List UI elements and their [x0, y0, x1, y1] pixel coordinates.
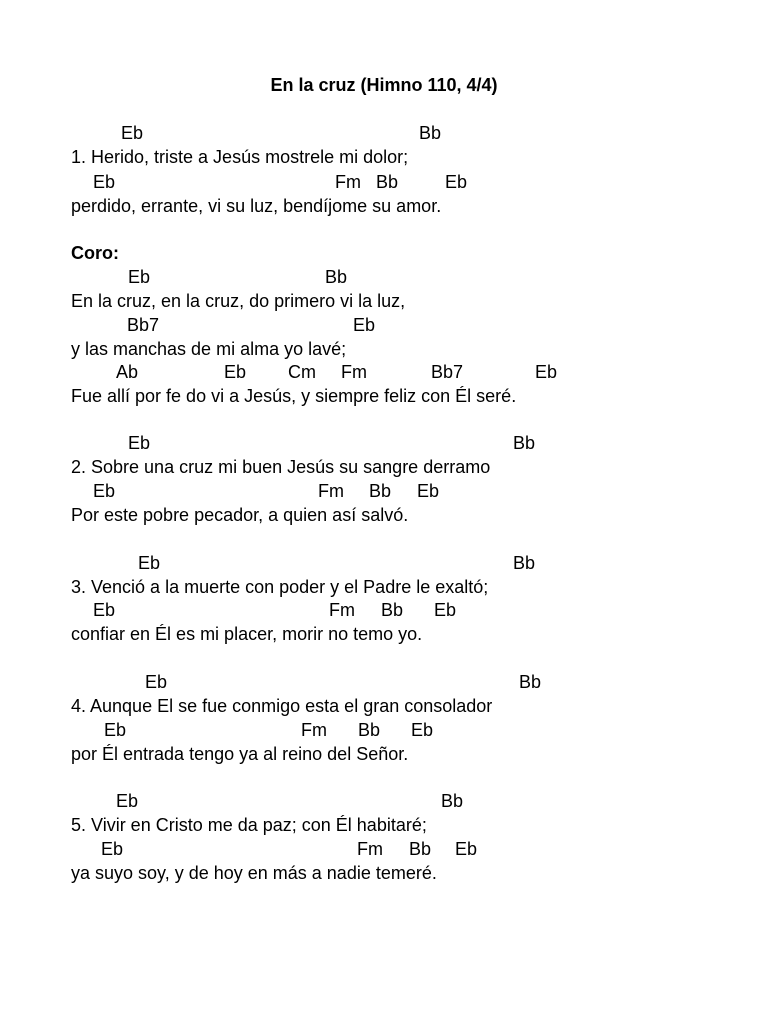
lyric-line: 2. Sobre una cruz mi buen Jesús su sangre derramo [71, 457, 491, 477]
lyric-line: 3. Venció a la muerte con poder y el Padre le exaltó; [71, 577, 489, 597]
chord: Fm [329, 600, 355, 620]
chord: Eb [93, 600, 116, 620]
chord: Ab [116, 362, 139, 382]
chord: Bb [441, 791, 464, 811]
lyric-line: 1. Herido, triste a Jesús mostrele mi dolor; [71, 147, 409, 167]
chord: Eb [445, 172, 468, 192]
chord: Eb [93, 481, 116, 501]
lyric-line: ya suyo soy, y de hoy en más a nadie temeré. [71, 863, 437, 883]
lyric-line: perdido, errante, vi su luz, bendíjome su amor. [71, 196, 442, 216]
chord: Bb [419, 123, 442, 143]
chord: Eb [455, 839, 478, 859]
chord: Eb [417, 481, 440, 501]
chord: Fm [357, 839, 383, 859]
chord: Eb [101, 839, 124, 859]
chord: Bb [519, 672, 542, 692]
lyric-line: confiar en Él es mi placer, morir no temo yo. [71, 624, 423, 644]
chord: Bb7 [431, 362, 464, 382]
chord: Eb [224, 362, 247, 382]
lyric-line: Fue allí por fe do vi a Jesús, y siempre feliz con Él seré. [71, 386, 517, 406]
lyric-line: 5. Vivir en Cristo me da paz; con Él habitaré; [71, 815, 427, 835]
chord: Bb [358, 720, 381, 740]
chord: Eb [116, 791, 139, 811]
lyric-line: y las manchas de mi alma yo lavé; [71, 339, 347, 359]
chord: Eb [411, 720, 434, 740]
chord: Fm [335, 172, 361, 192]
chord: Fm [341, 362, 367, 382]
chord: Bb [409, 839, 432, 859]
chord: Cm [288, 362, 316, 382]
chord: Bb [325, 267, 348, 287]
chord: Fm [301, 720, 327, 740]
chord: Bb7 [127, 315, 160, 335]
chord: Eb [145, 672, 168, 692]
chord: Eb [104, 720, 127, 740]
song-title: En la cruz (Himno 110, 4/4) [270, 75, 498, 95]
chord: Bb [513, 553, 536, 573]
chorus-label: Coro: [71, 243, 119, 263]
chord: Bb [369, 481, 392, 501]
chord: Eb [128, 433, 151, 453]
chord: Eb [121, 123, 144, 143]
chord: Eb [128, 267, 151, 287]
lyric-line: Por este pobre pecador, a quien así salvó. [71, 505, 409, 525]
chord: Eb [138, 553, 161, 573]
lyric-line: por Él entrada tengo ya al reino del Señor. [71, 744, 409, 764]
lyric-line: 4. Aunque El se fue conmigo esta el gran consolador [71, 696, 493, 716]
chord: Eb [353, 315, 376, 335]
chord: Bb [381, 600, 404, 620]
chord: Eb [93, 172, 116, 192]
chord: Bb [376, 172, 399, 192]
chord: Eb [535, 362, 558, 382]
chord: Fm [318, 481, 344, 501]
chord: Bb [513, 433, 536, 453]
chord: Eb [434, 600, 457, 620]
lyric-line: En la cruz, en la cruz, do primero vi la luz, [71, 291, 406, 311]
